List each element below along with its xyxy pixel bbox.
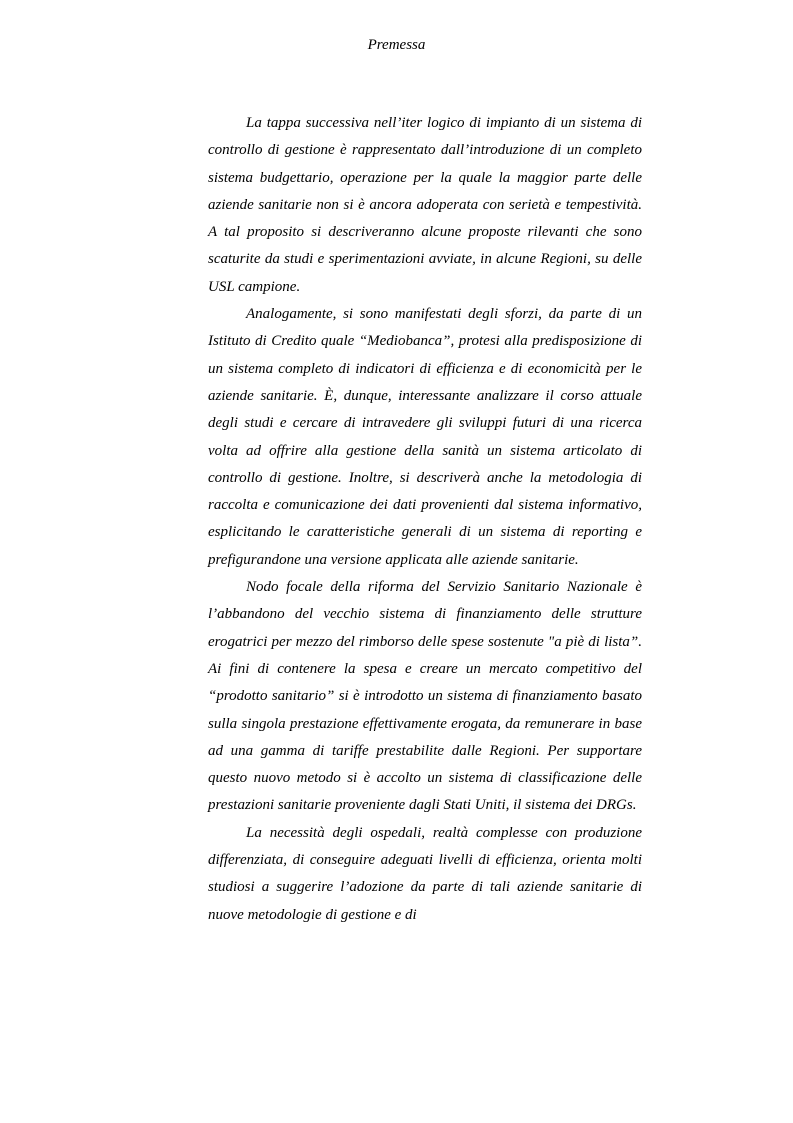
body-text [208,110,642,929]
paragraph-3: Nodo focale della riforma del Servizio Sanitario Nazionale è l’abbandono del vecchio sistema di finanziamento delle strutture erogatrici per mezzo del rimborso delle spese sostenute "a piè di lista”. Ai fini di contenere la spesa e creare un mercato competitivo del “prodotto sanitario” si è introdotto un sistema di finanziamento basato sulla singola prestazione effettivamente erogata, da remunerare in base ad una gamma di tariffe prestabilite dalle Regioni. Per supportare questo nuovo metodo si è accolto un sistema di classificazione delle prestazioni sanitarie proveniente dagli Stati Uniti, il sistema dei DRGs. [208,579,642,814]
paragraph-2: Analogamente, si sono manifestati degli sforzi, da parte di un Istituto di Credito quale “Mediobanca”, protesi alla predisposizione di un sistema completo di indicatori di efficienza e di economicità per le aziende sanitarie. È, dunque, interessante analizzare il corso attuale degli studi e cercare di intravedere gli sviluppi futuri di una ricerca volta ad offrire alla gestione della sanità un sistema articolato di controllo di gestione. Inoltre, si descriverà anche la metodologia di raccolta e comunicazione dei dati provenienti dal sistema informativo, esplicitando le caratteristiche generali di un sistema di reporting e prefigurandone una versione applicata alle aziende sanitarie. [208,306,642,568]
running-header: Premessa [367,37,426,53]
paragraph-4: La necessità degli ospedali, realtà complesse con produzione differenziata, di conseguire adeguati livelli di efficienza, orienta molti studiosi a suggerire l’adozione da parte di tali aziende sanitarie di nuove metodologie di gestione e di [208,824,642,923]
paragraph-1: La tappa successiva nell’iter logico di impianto di un sistema di controllo di gestione è rappresentato dall’introduzione di un completo sistema budgettario, operazione per la quale la maggior parte delle aziende sanitarie non si è ancora adoperata con serietà e tempestività. A tal proposito si descriveranno alcune proposte rilevanti che sono scaturite da studi e sperimentazioni avviate, in alcune Regioni, su delle USL campione. [208,115,642,295]
